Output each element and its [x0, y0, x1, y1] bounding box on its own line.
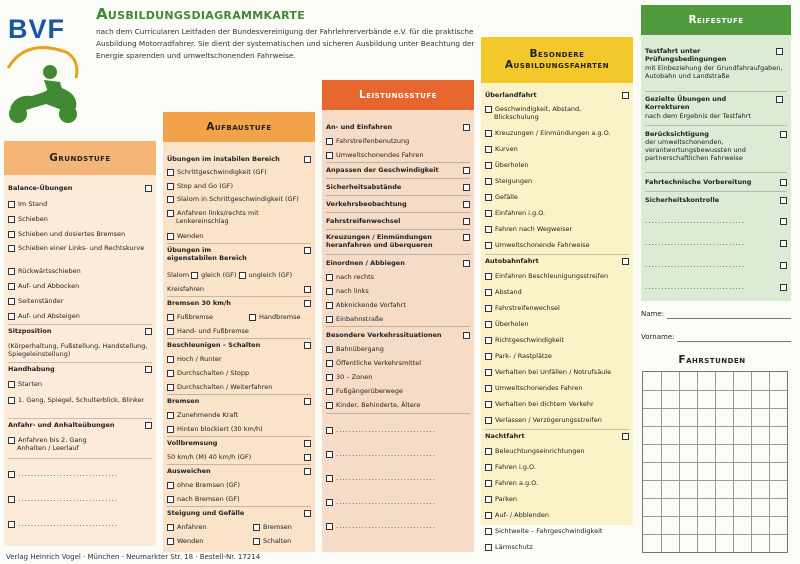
checklist-item[interactable]: Umweltschonendes Fahren — [485, 384, 629, 392]
divider — [167, 295, 311, 297]
blank-line[interactable]: ............................... — [8, 520, 152, 528]
name-field[interactable] — [641, 310, 791, 318]
divider — [167, 435, 311, 437]
divider — [167, 393, 311, 395]
checkbox[interactable] — [8, 313, 15, 320]
checkbox[interactable] — [326, 499, 333, 506]
checkbox[interactable] — [326, 451, 333, 458]
divider — [8, 457, 152, 459]
checkbox[interactable] — [304, 454, 311, 461]
checklist-item[interactable]: Einfahren i.g.O. — [485, 209, 629, 217]
checkbox[interactable] — [304, 286, 311, 293]
vorname-field[interactable] — [641, 333, 791, 341]
item-note: nach dem Ergebnis der Testfahrt — [645, 112, 751, 120]
checklist-item[interactable]: Verkehrsbeobachtung — [326, 200, 470, 208]
checklist-item[interactable]: 1. Gang, Spiegel, Schulterblick, Blinker — [8, 396, 152, 404]
divider — [326, 161, 470, 163]
checklist-item[interactable]: Anpassen der Geschwindigkeit — [326, 166, 470, 174]
checkbox[interactable] — [8, 283, 15, 290]
divider — [326, 211, 470, 213]
checkbox[interactable] — [622, 92, 629, 99]
checklist-item[interactable]: Fahrstreifenwechsel — [485, 304, 629, 312]
column-reifestufe — [641, 5, 791, 301]
grid-line — [643, 390, 787, 391]
checkbox[interactable] — [167, 538, 174, 545]
checklist-item[interactable]: Auf- und Absteigen — [8, 312, 152, 320]
checkbox[interactable] — [304, 300, 311, 307]
checkbox[interactable] — [485, 528, 492, 535]
divider — [167, 463, 311, 465]
checklist-item[interactable]: Hinten blockiert (30 km/h) — [167, 425, 311, 433]
divider — [326, 228, 470, 230]
checkbox[interactable] — [326, 274, 333, 281]
grid-line — [643, 426, 787, 427]
leistungsstufe-body — [322, 110, 474, 552]
grid-line — [643, 534, 787, 535]
divider — [167, 505, 311, 507]
checkbox[interactable] — [776, 96, 783, 103]
checkbox[interactable] — [485, 178, 492, 185]
checklist-item[interactable]: Im Stand — [8, 200, 152, 208]
divider — [326, 253, 470, 255]
checkbox[interactable] — [485, 480, 492, 487]
checklist-item[interactable]: Kinder, Behinderte, Ältere — [326, 401, 470, 409]
checklist-item[interactable]: Sicherheitsabstände — [326, 183, 470, 191]
checklist-item[interactable]: Kurven — [485, 145, 629, 153]
checkbox[interactable] — [622, 258, 629, 265]
checklist-item[interactable]: Verhalten bei Unfällen / Notrufsäule — [485, 368, 629, 376]
checkbox[interactable] — [167, 233, 174, 240]
checkbox[interactable] — [167, 384, 174, 391]
blank-line[interactable]: ............................... — [645, 283, 787, 291]
checkbox[interactable] — [167, 482, 174, 489]
checkbox[interactable] — [326, 288, 333, 295]
checklist-item[interactable]: Abknickende Vorfahrt — [326, 301, 470, 309]
blank-line[interactable]: ............................... — [645, 239, 787, 247]
aufbaustufe-body — [163, 142, 315, 552]
checkbox[interactable] — [8, 231, 15, 238]
checkbox[interactable] — [463, 218, 470, 225]
checkbox[interactable] — [326, 388, 333, 395]
checkbox[interactable] — [167, 328, 174, 335]
reifestufe-header: Reifestufe — [641, 5, 791, 35]
checkbox[interactable] — [145, 328, 152, 335]
checklist-item[interactable]: Slalom gleich (GF) ungleich (GF) — [167, 271, 293, 279]
checklist-item[interactable]: Zunehmende Kraft — [167, 411, 311, 419]
checklist-item[interactable]: Balance-Übungen — [8, 184, 152, 192]
besondere-header: Besondere Ausbildungsfahrten — [481, 37, 633, 83]
checklist-item[interactable]: Gefälle — [485, 193, 629, 201]
checklist-item[interactable]: Öffentliche Verkehrsmittel — [326, 359, 470, 367]
checklist-item[interactable]: Einfahren Beschleunigungsstreifen — [485, 272, 629, 280]
publisher-footer: Verlag Heinrich Vogel · München · Neumarkter Str. 18 · Bestell-Nr. 17214 — [6, 553, 261, 561]
checkbox[interactable] — [167, 496, 174, 503]
checklist-item[interactable]: nach links — [326, 287, 470, 295]
divider — [485, 253, 629, 255]
checkbox[interactable] — [780, 262, 787, 269]
checklist-item[interactable]: Kreuzungen / Einmündungen a.g.O. — [485, 129, 629, 137]
checklist-item[interactable]: Anfahren Bremsen — [167, 523, 311, 531]
checkbox[interactable] — [622, 433, 629, 440]
checkbox[interactable] — [167, 370, 174, 377]
checkbox[interactable] — [780, 218, 787, 225]
item-note: mit Einbeziehung der Grundfahraufgaben, Autobahn und Landstraße — [645, 64, 783, 80]
checklist-item[interactable]: Durchschalten / Stopp — [167, 369, 311, 377]
checkbox[interactable] — [167, 183, 174, 190]
blank-line[interactable]: ............................... — [8, 470, 152, 478]
blank-line[interactable]: ............................... — [645, 217, 787, 225]
checklist-item[interactable]: Seitenständer — [8, 297, 152, 305]
checklist-item[interactable]: Fahren i.g.O. — [485, 463, 629, 471]
checkbox[interactable] — [463, 167, 470, 174]
checklist-item[interactable]: Einordnen / Abbiegen — [326, 259, 470, 267]
checkbox[interactable] — [780, 284, 787, 291]
blank-line[interactable]: ............................... — [326, 522, 470, 530]
checkbox[interactable] — [239, 272, 246, 279]
divider — [8, 361, 152, 363]
checkbox[interactable] — [485, 106, 492, 113]
checklist-item[interactable]: Lärmschutz — [485, 543, 629, 551]
checklist-item[interactable]: Autobahnfahrt — [485, 257, 629, 265]
checklist-item[interactable]: Überlandfahrt — [485, 91, 629, 99]
checklist-item[interactable]: Abstand — [485, 288, 629, 296]
checkbox[interactable] — [326, 475, 333, 482]
checklist-item[interactable]: Übungen im eigenstabilen Bereich — [167, 246, 257, 262]
divider — [326, 412, 470, 414]
checkbox[interactable] — [485, 321, 492, 328]
checkbox[interactable] — [485, 305, 492, 312]
checkbox[interactable] — [326, 402, 333, 409]
divider — [167, 242, 311, 244]
checklist-item[interactable]: nach Bremsen (GF) — [167, 495, 311, 503]
checkbox[interactable] — [326, 302, 333, 309]
checkbox[interactable] — [167, 356, 174, 363]
checkbox[interactable] — [485, 369, 492, 376]
checklist-item[interactable]: Umweltschonendes Fahren — [326, 151, 470, 159]
grundstufe-body — [4, 175, 156, 546]
checklist-item[interactable]: Schrittgeschwindigkeit (GF) — [167, 168, 311, 176]
checkbox[interactable] — [191, 272, 198, 279]
checklist-item[interactable]: Steigungen — [485, 177, 629, 185]
checklist-item[interactable]: Fahren a.g.O. — [485, 479, 629, 487]
checklist-item[interactable]: Fahren nach Wegweiser — [485, 225, 629, 233]
checkbox[interactable] — [485, 496, 492, 503]
checklist-item[interactable]: Besondere Verkehrssituationen — [326, 331, 470, 339]
checkbox[interactable] — [463, 260, 470, 267]
checkbox[interactable] — [463, 332, 470, 339]
checkbox[interactable] — [463, 234, 470, 241]
checklist-item[interactable]: Einbahnstraße — [326, 315, 470, 323]
checkbox[interactable] — [485, 210, 492, 217]
checkbox[interactable] — [326, 427, 333, 434]
checkbox[interactable] — [304, 156, 311, 163]
checklist-item[interactable]: Geschwindigkeit, Abstand, Blickschulung — [485, 105, 612, 121]
checkbox[interactable] — [304, 510, 311, 517]
grid-line — [643, 498, 787, 499]
grid-line — [643, 444, 787, 445]
checklist-item[interactable]: Fußgängerüberwege — [326, 387, 470, 395]
checklist-item[interactable]: Verlassen / Verzögerungsstreifen — [485, 416, 629, 424]
item-note: (Körperhaltung, Fußstellung, Handstellung, Spiegeleinstellung) — [8, 342, 148, 358]
checklist-item[interactable]: Kreuzungen / Einmündungen heranfahren und überqueren — [326, 233, 446, 249]
fahrstunden-grid[interactable] — [642, 371, 788, 553]
checkbox[interactable] — [167, 412, 174, 419]
checkbox[interactable] — [304, 440, 311, 447]
blank-line[interactable]: ............................... — [8, 495, 152, 503]
checkbox[interactable] — [485, 337, 492, 344]
divider — [326, 177, 470, 179]
divider — [485, 428, 629, 430]
checkbox[interactable] — [8, 437, 15, 444]
checkbox[interactable] — [304, 342, 311, 349]
fahrstunden-title: Fahrstunden — [678, 354, 746, 366]
checklist-item[interactable]: Sitzposition — [8, 327, 152, 335]
checklist-item[interactable]: Verhalten bei dichtem Verkehr — [485, 400, 629, 408]
checkbox[interactable] — [326, 360, 333, 367]
column-leistungsstufe — [322, 80, 474, 552]
checklist-item[interactable]: Bremsen 30 km/h — [167, 299, 311, 307]
checklist-item[interactable]: Übungen im instabilen Bereich — [167, 155, 311, 163]
checklist-item[interactable]: Stop and Go (GF) — [167, 182, 311, 190]
checklist-item[interactable]: 50 km/h (M) 40 km/h (GF) — [167, 453, 311, 461]
checkbox[interactable] — [485, 242, 492, 249]
checklist-item[interactable]: Auf- und Abbocken — [8, 282, 152, 290]
checklist-item[interactable]: Umweltschonende Fahrweise — [485, 241, 629, 249]
checklist-item[interactable]: Durchschalten / Weiterfahren — [167, 383, 311, 391]
checklist-item[interactable]: Bremsen — [167, 397, 311, 405]
checkbox[interactable] — [326, 152, 333, 159]
checklist-item[interactable]: Richtgeschwindigkeit — [485, 336, 629, 344]
item-note: der umweltschonenden, verantwortungsbewussten und partnerschaftlichen Fahrweise — [645, 138, 746, 162]
checkbox[interactable] — [145, 422, 152, 429]
aufbaustufe-header: Aufbaustufe — [163, 112, 315, 142]
logo-text: BVF — [8, 14, 65, 44]
grid-line — [643, 462, 787, 463]
checklist-item[interactable]: nach rechts — [326, 273, 470, 281]
checkbox[interactable] — [167, 426, 174, 433]
checkbox[interactable] — [253, 524, 260, 531]
checklist-item[interactable]: Schieben — [8, 215, 152, 223]
checkbox[interactable] — [485, 353, 492, 360]
motorcyclist-icon — [6, 38, 88, 130]
checkbox[interactable] — [8, 471, 15, 478]
checkbox[interactable] — [8, 521, 15, 528]
checklist-item[interactable]: Vollbremsung — [167, 439, 311, 447]
blank-line[interactable]: ............................... — [326, 498, 470, 506]
checkbox[interactable] — [326, 374, 333, 381]
checkbox[interactable] — [8, 201, 15, 208]
checklist-item[interactable]: Fahrstreifenbenutzung — [326, 137, 470, 145]
checklist-item[interactable]: Ausweichen — [167, 467, 311, 475]
checklist-item[interactable]: Beschleunigen – Schalten — [167, 341, 311, 349]
checklist-item[interactable]: ohne Bremsen (GF) — [167, 481, 311, 489]
checklist-item[interactable]: Slalom in Schrittgeschwindigkeit (GF) — [167, 195, 311, 203]
checkbox[interactable] — [326, 523, 333, 530]
divider — [645, 90, 787, 92]
checkbox[interactable] — [304, 468, 311, 475]
checkbox[interactable] — [485, 417, 492, 424]
checkbox[interactable] — [463, 124, 470, 131]
column-aufbaustufe — [163, 112, 315, 552]
checklist-item[interactable]: Gezielte Übungen und Korrekturen — [645, 95, 757, 111]
checkbox[interactable] — [780, 197, 787, 204]
checklist-item[interactable]: Hoch / Runter — [167, 355, 311, 363]
checklist-item[interactable]: Wenden Schalten — [167, 537, 311, 545]
checklist-item[interactable]: Sichtweite – Fahrgeschwindigkeit — [485, 527, 629, 535]
checklist-item[interactable]: Fahrtechnische Vorbereitung — [645, 178, 787, 186]
checklist-item[interactable]: Schieben und dosiertes Bremsen — [8, 230, 152, 238]
checkbox[interactable] — [8, 268, 15, 275]
divider — [326, 194, 470, 196]
checklist-item[interactable]: Kreisfahren — [167, 285, 311, 293]
checklist-item[interactable]: Bahnübergang — [326, 345, 470, 353]
checkbox[interactable] — [485, 146, 492, 153]
checkbox[interactable] — [8, 496, 15, 503]
checkbox[interactable] — [485, 544, 492, 551]
checkbox[interactable] — [485, 130, 492, 137]
checkbox[interactable] — [8, 298, 15, 305]
checklist-item[interactable]: Beleuchtungseinrichtungen — [485, 447, 629, 455]
checkbox[interactable] — [145, 185, 152, 192]
bvf-logo — [6, 8, 86, 128]
checkbox[interactable] — [485, 273, 492, 280]
blank-line[interactable]: ............................... — [645, 261, 787, 269]
page-title: Ausbildungsdiagrammkarte — [96, 5, 306, 23]
blank-line[interactable]: ............................... — [326, 450, 470, 458]
checkbox[interactable] — [167, 210, 174, 217]
divider — [8, 323, 152, 325]
checkbox[interactable] — [326, 138, 333, 145]
checklist-item[interactable]: Schieben einer Links- und Rechtskurve — [8, 244, 152, 252]
checklist-item[interactable]: Anfahren links/rechts mit Lenkereinschlag — [167, 209, 286, 225]
divider — [645, 171, 787, 173]
checklist-item[interactable]: Auf- / Abblenden — [485, 511, 629, 519]
checkbox[interactable] — [463, 201, 470, 208]
divider — [645, 190, 787, 192]
checkbox[interactable] — [485, 385, 492, 392]
column-besondere — [481, 37, 633, 551]
checkbox[interactable] — [167, 314, 174, 321]
reifestufe-body — [641, 35, 791, 301]
besondere-body — [481, 83, 633, 551]
checklist-item[interactable]: Sicherheitskontrolle — [645, 196, 787, 204]
checklist-item[interactable]: Starten — [8, 380, 152, 388]
checkbox[interactable] — [167, 169, 174, 176]
name-label: Name: — [641, 310, 665, 318]
checkbox[interactable] — [8, 216, 15, 223]
checklist-item[interactable]: Fußbremse Handbremse — [167, 313, 311, 321]
grundstufe-header: Grundstufe — [4, 141, 156, 175]
checkbox[interactable] — [485, 448, 492, 455]
checkbox[interactable] — [8, 381, 15, 388]
checklist-item[interactable]: Berücksichtigung — [645, 130, 787, 138]
checklist-item[interactable]: Nachtfahrt — [485, 432, 629, 440]
intro-text: nach dem Curricularen Leitfaden der Bundesvereinigung der Fahrlehrerverbände e.V. für die praktische Ausbildung Motorradfahrer. Sie dient der systematischen und sicheren Ausbildung unter Beachtung der Energie sparenden und umweltschonenden Fahrweise. — [96, 27, 475, 60]
vorname-label: Vorname: — [641, 333, 675, 341]
checkbox[interactable] — [776, 48, 783, 55]
grid-line — [643, 516, 787, 517]
checkbox[interactable] — [485, 162, 492, 169]
checkbox[interactable] — [485, 194, 492, 201]
column-grundstufe — [4, 141, 156, 546]
checkbox[interactable] — [167, 196, 174, 203]
blank-line[interactable]: ............................... — [326, 426, 470, 434]
checklist-item[interactable]: Parken — [485, 495, 629, 503]
divider — [167, 337, 311, 339]
checkbox[interactable] — [463, 184, 470, 191]
grid-line — [643, 408, 787, 409]
blank-line[interactable]: ............................... — [326, 474, 470, 482]
checklist-item[interactable]: Fahrstreifenwechsel — [326, 217, 470, 225]
checklist-item[interactable]: 30 – Zonen — [326, 373, 470, 381]
checkbox[interactable] — [485, 226, 492, 233]
checkbox[interactable] — [780, 179, 787, 186]
checkbox[interactable] — [8, 245, 15, 252]
checklist-item[interactable]: Überholen — [485, 161, 629, 169]
checklist-item[interactable]: An- und Einfahren — [326, 123, 470, 131]
checkbox[interactable] — [485, 401, 492, 408]
checklist-item[interactable]: Testfahrt unter Prüfungsbedingungen — [645, 47, 757, 63]
checklist-item[interactable]: Rückwärtsschieben — [8, 267, 152, 275]
checklist-item[interactable]: Handhabung — [8, 365, 152, 373]
checkbox[interactable] — [145, 366, 152, 373]
checklist-item[interactable]: Park- / Rastplätze — [485, 352, 629, 360]
checklist-item[interactable]: Hand- und Fußbremse — [167, 327, 311, 335]
checkbox[interactable] — [485, 289, 492, 296]
checkbox[interactable] — [304, 247, 311, 254]
checkbox[interactable] — [780, 240, 787, 247]
divider — [8, 417, 152, 419]
checklist-item[interactable]: Wenden — [167, 232, 311, 240]
checklist-item[interactable]: Überholen — [485, 320, 629, 328]
checkbox[interactable] — [485, 512, 492, 519]
divider — [326, 325, 470, 327]
checkbox[interactable] — [8, 397, 15, 404]
grid-line — [643, 480, 787, 481]
checkbox[interactable] — [253, 538, 260, 545]
checkbox[interactable] — [326, 346, 333, 353]
checklist-item[interactable]: Anfahren bis 2. Gang Anhalten / Leerlauf — [8, 436, 99, 452]
checklist-item[interactable]: Anfahr- und Anhalteübungen — [8, 421, 152, 429]
divider — [645, 124, 787, 126]
checklist-item[interactable]: Steigung und Gefälle — [167, 509, 311, 517]
leistungsstufe-header: Leistungsstufe — [322, 80, 474, 110]
checkbox[interactable] — [326, 316, 333, 323]
checkbox[interactable] — [780, 131, 787, 138]
checkbox[interactable] — [485, 464, 492, 471]
checkbox[interactable] — [304, 398, 311, 405]
checkbox[interactable] — [249, 314, 256, 321]
checkbox[interactable] — [167, 524, 174, 531]
